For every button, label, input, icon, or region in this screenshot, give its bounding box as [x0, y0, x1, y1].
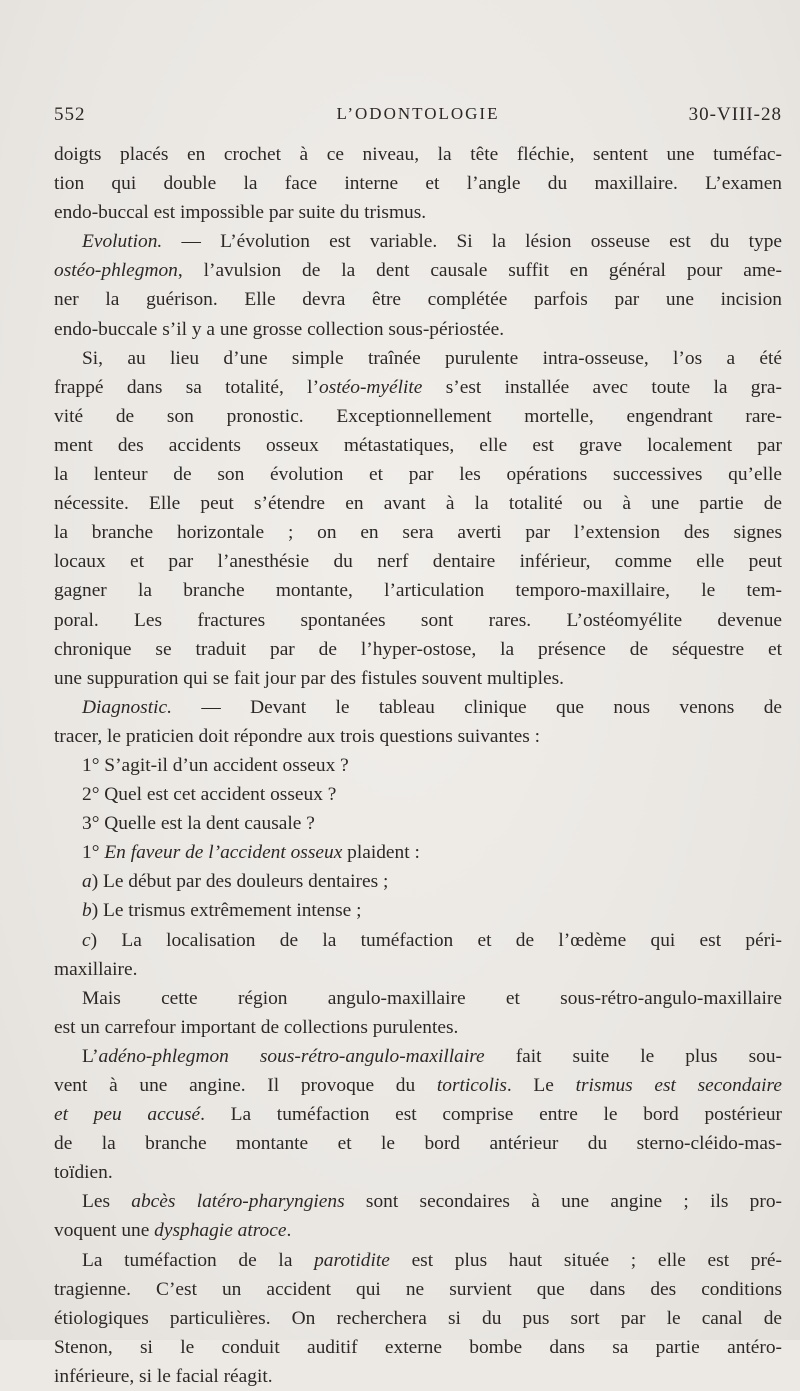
- text-line: tion qui double la face interne et l’angle du maxillaire. L’examen: [54, 173, 782, 195]
- text-line: Si, au lieu d’une simple traînée purulente intra-osseuse, l’os a été: [82, 347, 782, 369]
- text-line: La tuméfaction de la parotidite est plus haut située ; elle est pré-: [82, 1249, 782, 1271]
- running-head: L’ODONTOLOGIE: [336, 104, 500, 123]
- text-line: la lenteur de son évolution et par les opérations successives qu’elle: [54, 464, 782, 486]
- text-line: de la branche montante et le bord antérieur du sterno-cléido-mas-: [54, 1133, 782, 1155]
- text-line: est un carrefour important de collections purulentes.: [54, 1016, 459, 1038]
- text-line: une suppuration qui se fait jour par des fistules souvent multiples.: [54, 667, 564, 689]
- text-line: étiologiques particulières. On recherchera si du pus sort par le canal de: [54, 1307, 782, 1329]
- text-line: vité de son pronostic. Exceptionnellement mortelle, engendrant rare-: [54, 405, 782, 427]
- text-line: Mais cette région angulo-maxillaire et sous-rétro-angulo-maxillaire: [82, 987, 782, 1009]
- text-line: endo-buccal est impossible par suite du trismus.: [54, 202, 427, 224]
- text-line: frappé dans sa totalité, l’ostéo-myélite s’est installée avec toute la gra-: [54, 376, 782, 398]
- text-line: L’adéno-phlegmon sous-rétro-angulo-maxillaire fait suite le plus sou-: [82, 1045, 782, 1067]
- text-line: ostéo-phlegmon, l’avulsion de la dent causale suffit en général pour ame-: [54, 260, 782, 282]
- text-line: endo-buccale s’il y a une grosse collection sous-périostée.: [54, 318, 505, 340]
- list-item: 2° Quel est cet accident osseux ?: [82, 784, 337, 806]
- body-text: [54, 140, 782, 1391]
- issue-date: 30-VIII-28: [688, 104, 782, 125]
- text-line: doigts placés en crochet à ce niveau, la tête fléchie, sentent une tuméfac-: [54, 144, 782, 165]
- text-line: Diagnostic. — Devant le tableau clinique que nous venons de: [82, 696, 782, 718]
- text-line: maxillaire.: [54, 958, 138, 980]
- section-heading-evolution: Evolution.: [82, 231, 163, 253]
- list-item: b) Le trismus extrêmement intense ;: [82, 900, 362, 922]
- text-line: ner la guérison. Elle devra être complétée parfois par une incision: [54, 289, 782, 311]
- text-line: toïdien.: [54, 1162, 113, 1184]
- list-item: c) La localisation de la tuméfaction et de l’œdème qui est péri-: [82, 929, 782, 951]
- text-line: ment des accidents osseux métastatiques, elle est grave localement par: [54, 434, 782, 456]
- text-line: tragienne. C’est un accident qui ne survient que dans des conditions: [54, 1278, 782, 1300]
- text-line: la branche horizontale ; on en sera averti par l’extension des signes: [54, 522, 782, 544]
- text-line: inférieure, si le facial réagit.: [54, 1365, 273, 1387]
- text-line: Les abcès latéro-pharyngiens sont secondaires à une angine ; ils pro-: [82, 1191, 782, 1213]
- text-line: et peu accusé. La tuméfaction est comprise entre le bord postérieur: [54, 1104, 782, 1126]
- text-line: vent à une angine. Il provoque du torticolis. Le trismus est secondaire: [54, 1075, 782, 1096]
- text-line: gagner la branche montante, l’articulation temporo-maxillaire, le tem-: [54, 580, 782, 602]
- list-item: 1° S’agit-il d’un accident osseux ?: [82, 754, 349, 776]
- list-item: 3° Quelle est la dent causale ?: [82, 813, 315, 835]
- page-header: [54, 104, 782, 130]
- text-line: voquent une dysphagie atroce.: [54, 1220, 292, 1242]
- page-number: 552: [54, 104, 86, 125]
- text-line: 1° En faveur de l’accident osseux plaident :: [82, 842, 420, 864]
- text-line: poral. Les fractures spontanées sont rares. L’ostéomyélite devenue: [54, 609, 782, 631]
- text-line: Stenon, si le conduit auditif externe bombe dans sa partie antéro-: [54, 1336, 782, 1358]
- list-item: a) Le début par des douleurs dentaires ;: [82, 871, 389, 893]
- text-line: Evolution. — L’évolution est variable. Si la lésion osseuse est du type: [82, 231, 782, 253]
- section-heading-diagnostic: Diagnostic.: [82, 696, 172, 718]
- text-line: nécessite. Elle peut s’étendre en avant à la totalité ou à une partie de: [54, 493, 782, 515]
- text-line: chronique se traduit par de l’hyper-ostose, la présence de séquestre et: [54, 638, 782, 660]
- text-line: locaux et par l’anesthésie du nerf dentaire inférieur, comme elle peut: [54, 551, 782, 573]
- text-line: tracer, le praticien doit répondre aux trois questions suivantes :: [54, 725, 540, 747]
